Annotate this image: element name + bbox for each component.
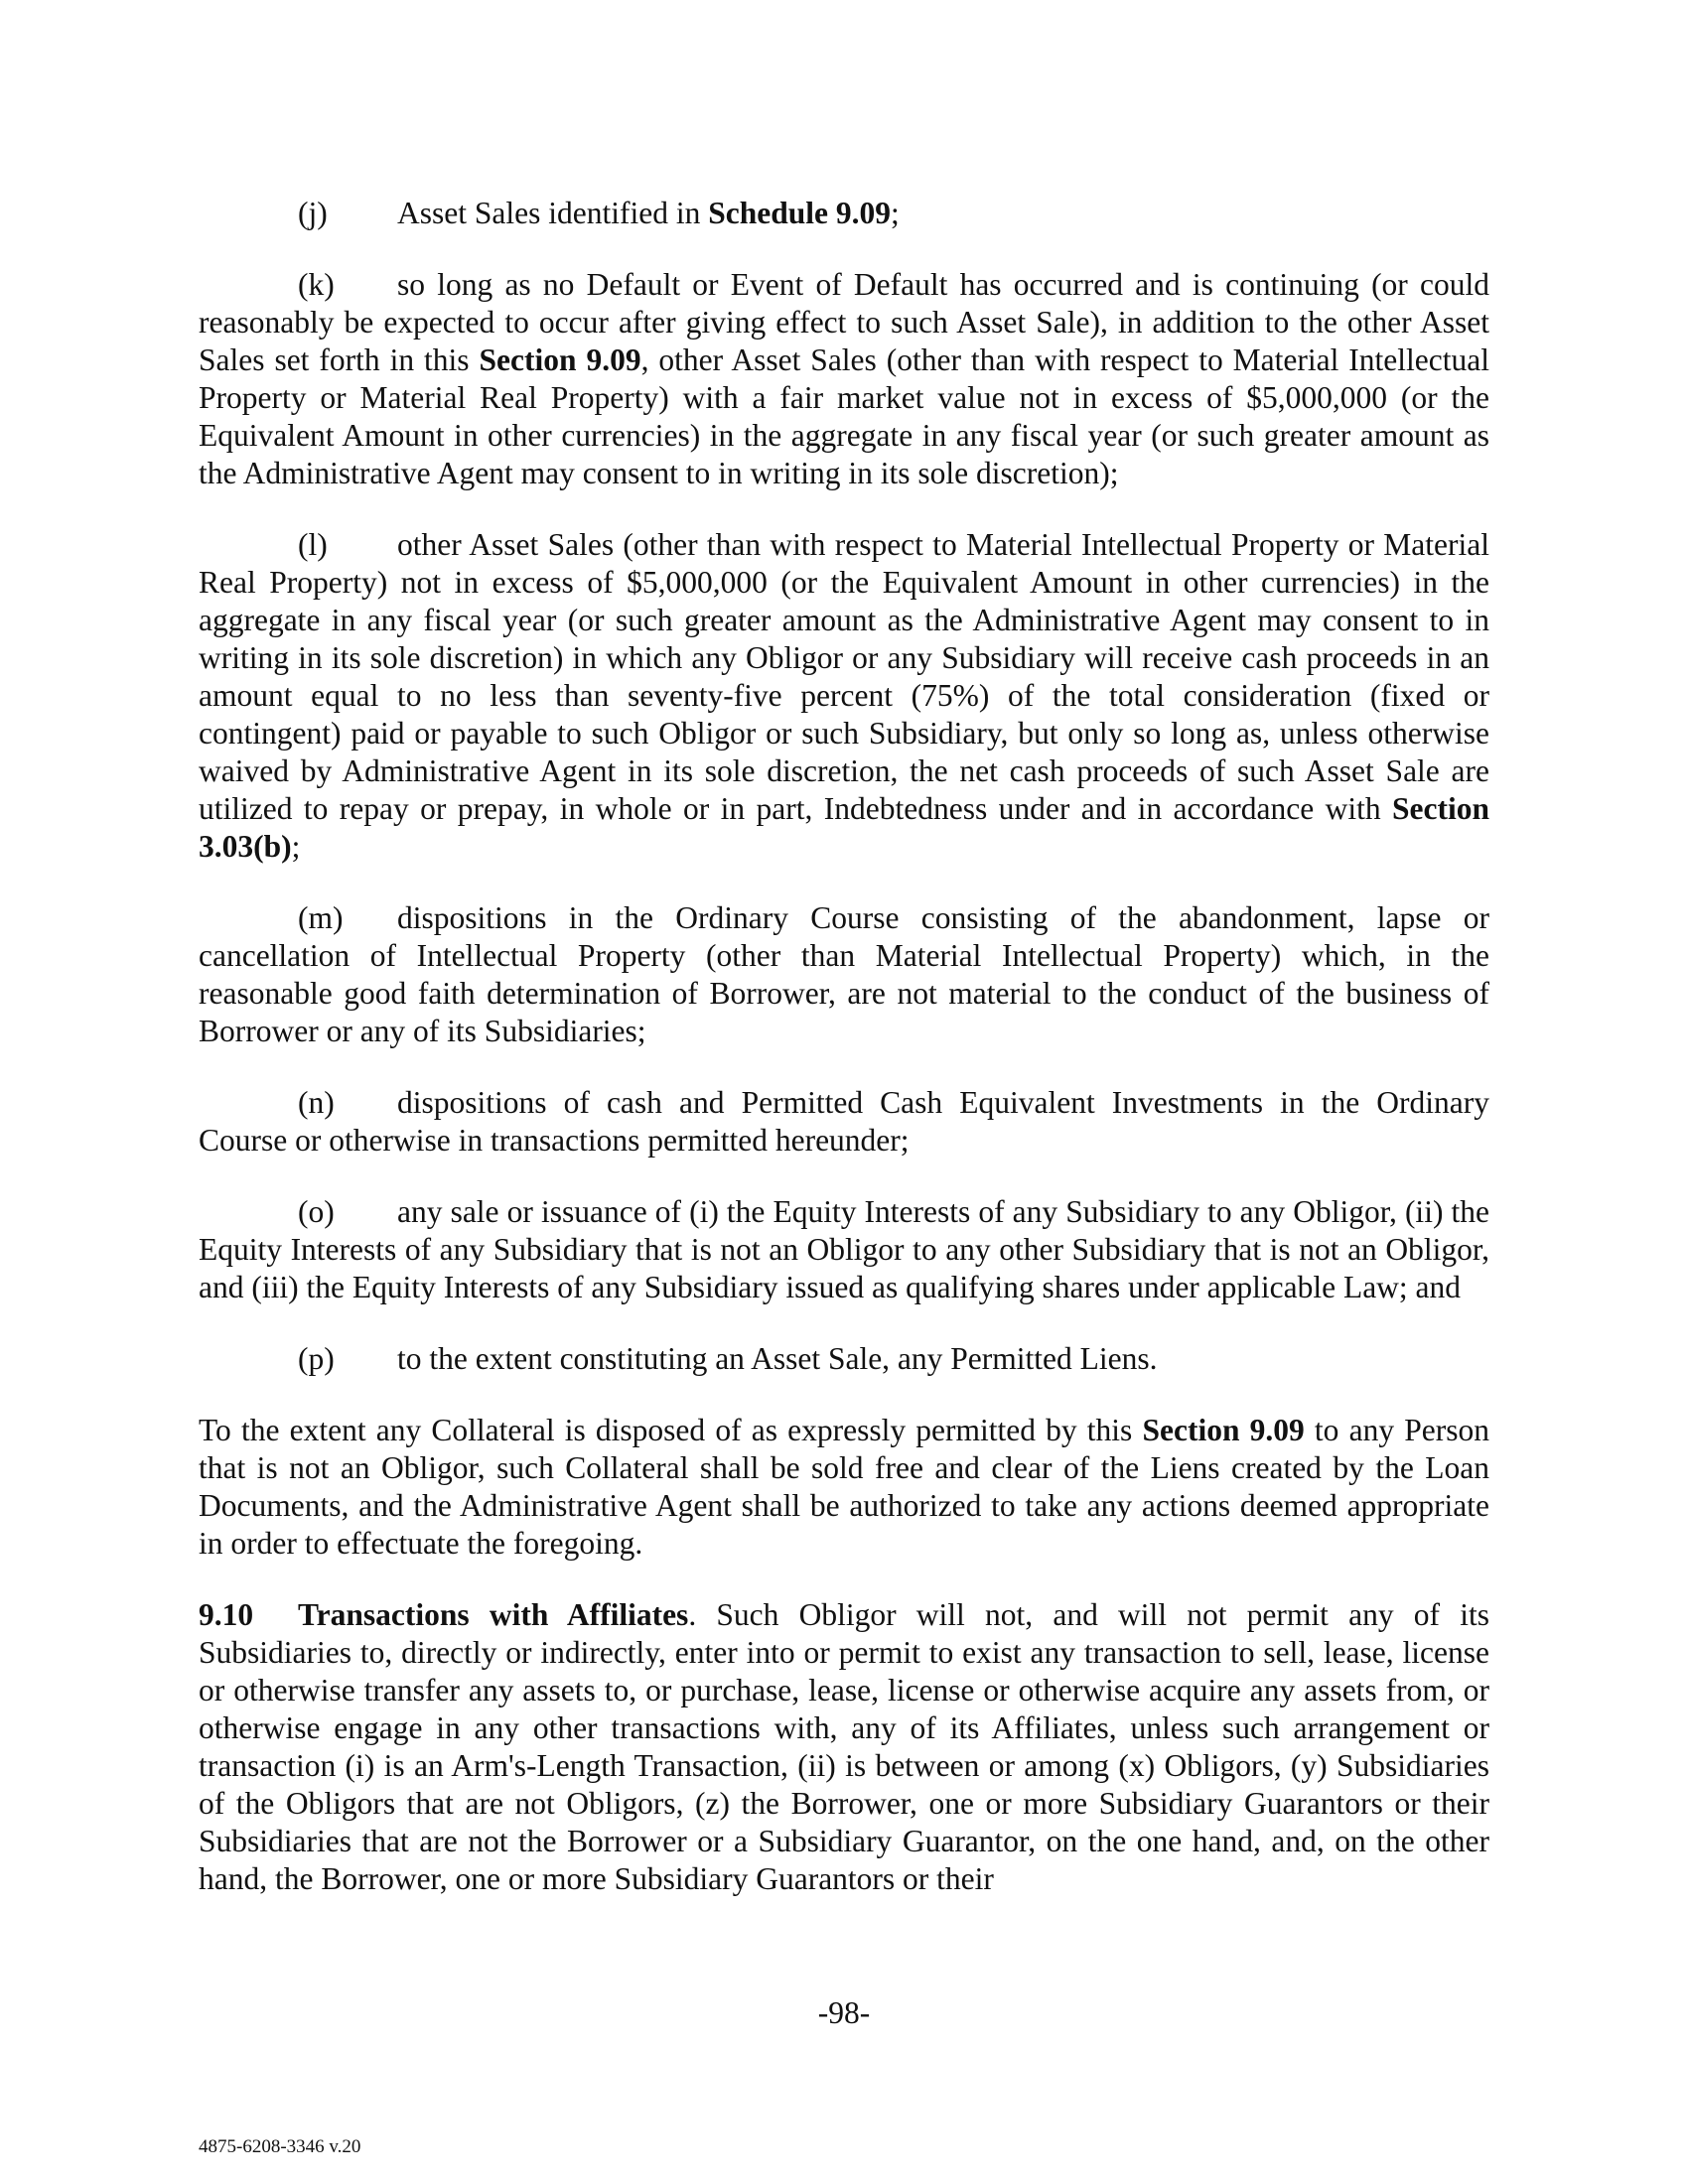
clause-l <box>199 526 1489 866</box>
clause-label: (o) <box>298 1194 335 1229</box>
section-heading: Transactions with Affiliates <box>298 1597 689 1632</box>
clause-text: other Asset Sales (other than with respect to Material Intellectual Property or Material Real Property) not in excess of $5,000,000 (or the Equivalent Amount in other currencies) in the aggregate in any fiscal year (or such greater amount as the Administrative Agent may consent to in writing in its sole discretion) in which any Obligor or any Subsidiary will receive cash proceeds in an amount equal to no less than seventy-five percent (75%) of the total consideration (fixed or contingent) paid or payable to such Obligor or such Subsidiary, but only so long as, unless otherwise waived by Administrative Agent in its sole discretion, the net cash proceeds of such Asset Sale are utilized to repay or prepay, in whole or in part, Indebtedness under and in accordance with <box>199 527 1489 826</box>
clause-text-cont: , other Asset Sales (other than with respect to Material Intellectual Property or Material Real Property) with a fair market value not in excess of $5,000,000 (or the Equivalent Amount in other currencies) in the aggregate in any fiscal year (or such greater amount as the Administrative Agent may consent to in writing in its sole discretion); <box>199 342 1489 490</box>
clause-label: (p) <box>298 1341 335 1376</box>
clause-n <box>199 1084 1489 1160</box>
clause-text: dispositions of cash and Permitted Cash Equivalent Investments in the Ordinary Course or otherwise in transactions permitted hereunder; <box>199 1085 1489 1158</box>
clause-label: (l) <box>298 527 328 562</box>
clause-j <box>199 195 1489 232</box>
clause-o <box>199 1193 1489 1306</box>
document-id: 4875-6208-3346 v.20 <box>199 2136 361 2157</box>
clause-text: any sale or issuance of (i) the Equity Interests of any Subsidiary to any Obligor, (ii) the Equity Interests of any Subsidiary that is not an Obligor to any other Subsidiary that is not an Obligor, and (iii) the Equity Interests of any Subsidiary issued as qualifying shares under applicable Law; and <box>199 1194 1489 1304</box>
section-number: 9.10 <box>199 1597 254 1632</box>
clause-label: (n) <box>298 1085 335 1120</box>
clause-text: Asset Sales identified in Schedule 9.09; <box>397 196 900 230</box>
clause-p <box>199 1340 1489 1378</box>
closing-paragraph: To the extent any Collateral is disposed of as expressly permitted by this Section 9.09 to any Person that is not an Obligor, such Collateral shall be sold free and clear of the Liens created by the Loan Documents, and the Administrative Agent shall be authorized to take any actions deemed appropriate in order to effectuate the foregoing. <box>199 1413 1489 1561</box>
clause-label: (j) <box>298 196 328 230</box>
section-body: . Such Obligor will not, and will not permit any of its Subsidiaries to, directly or indirectly, enter into or permit to exist any transaction to sell, lease, license or otherwise transfer any assets to, or purchase, lease, license or otherwise acquire any assets from, or otherwise engage in any other transactions with, any of its Affiliates, unless such arrangement or transaction (i) is an Arm's-Length Transaction, (ii) is between or among (x) Obligors, (y) Subsidiaries of the Obligors that are not Obligors, (z) the Borrower, one or more Subsidiary Guarantors or their Subsidiaries that are not the Borrower or a Subsidiary Guarantor, on the one hand, and, on the other hand, the Borrower, one or more Subsidiary Guarantors or their <box>199 1597 1489 1896</box>
clause-text: to the extent constituting an Asset Sale, any Permitted Liens. <box>397 1341 1158 1376</box>
schedule-reference: Schedule 9.09 <box>708 196 891 230</box>
clause-label: (k) <box>298 267 335 302</box>
section-reference: Section 3.03(b) <box>199 791 1489 864</box>
document-body <box>199 195 1489 1898</box>
clause-m <box>199 899 1489 1050</box>
clause-text: dispositions in the Ordinary Course consisting of the abandonment, lapse or cancellation of Intellectual Property (other than Material Intellectual Property) which, in the reasonable good faith determination of Borrower, are not material to the conduct of the business of Borrower or any of its Subsidiaries; <box>199 900 1489 1048</box>
clause-text: so long as no Default or Event of Default has occurred and is continuing (or could reasonably be expected to occur after giving effect to such Asset Sale), in addition to the other Asset Sales set forth in this <box>199 267 1489 377</box>
page-number: -98- <box>817 1995 871 2030</box>
clause-k <box>199 266 1489 492</box>
section-reference: Section 9.09 <box>479 342 641 377</box>
section-reference: Section 9.09 <box>1142 1413 1305 1447</box>
section-9-10 <box>199 1596 1489 1898</box>
clause-label: (m) <box>298 900 344 935</box>
clause-text-cont: ; <box>291 829 301 864</box>
